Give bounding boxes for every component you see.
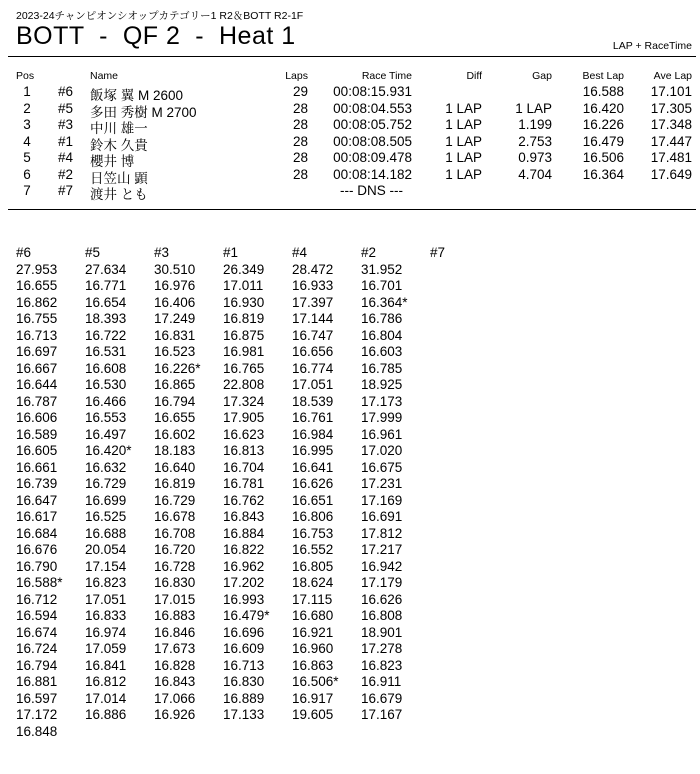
result-gap: 1.199 xyxy=(518,117,552,132)
lap-time: 22.808 xyxy=(223,377,265,392)
result-race-time: --- DNS --- xyxy=(340,183,403,198)
header-best-lap: Best Lap xyxy=(582,70,624,82)
lap-column-car-number: #2 xyxy=(361,245,377,260)
result-best-lap: 16.226 xyxy=(582,117,624,132)
lap-time: 16.729 xyxy=(85,476,127,491)
lap-time: 17.179 xyxy=(361,575,403,590)
lap-time: 26.349 xyxy=(223,261,265,277)
result-ave-lap: 17.305 xyxy=(650,100,692,116)
lap-time: 16.605 xyxy=(16,443,58,458)
lap-time: 16.765 xyxy=(223,360,265,376)
top-divider xyxy=(8,56,696,57)
lap-time: 16.594 xyxy=(16,608,58,623)
header-pos: Pos xyxy=(16,70,35,82)
lap-time: 16.641 xyxy=(292,459,334,475)
result-race-time: 00:08:15.931 xyxy=(333,84,412,99)
lap-time: 16.226* xyxy=(154,360,201,376)
lap-time: 16.684 xyxy=(16,525,58,541)
result-car-number: #7 xyxy=(58,183,74,198)
lap-time: 16.755 xyxy=(16,311,58,326)
lap-time: 16.696 xyxy=(223,624,265,640)
lap-time: 16.728 xyxy=(154,558,196,574)
lap-time: 16.848 xyxy=(16,723,58,739)
lap-time: 17.051 xyxy=(85,591,127,607)
lap-time: 18.925 xyxy=(361,377,403,392)
lap-time: 16.830 xyxy=(223,674,265,689)
lap-time: 16.523 xyxy=(154,344,196,359)
lap-time: 16.753 xyxy=(292,525,334,541)
lap-time: 16.626 xyxy=(292,476,334,491)
lap-time: 16.699 xyxy=(85,492,127,508)
lap-time: 16.626 xyxy=(361,591,403,607)
lap-time: 16.588* xyxy=(16,575,63,590)
result-car-number: #4 xyxy=(58,150,74,165)
result-best-lap: 16.506 xyxy=(582,150,624,165)
lap-time: 16.364* xyxy=(361,294,408,310)
result-row xyxy=(0,150,700,167)
lap-time: 17.066 xyxy=(154,690,196,706)
lap-time: 16.828 xyxy=(154,657,196,673)
result-car-number: #5 xyxy=(58,100,74,116)
result-pos: 2 xyxy=(23,100,31,116)
lap-time: 16.606 xyxy=(16,410,58,425)
lap-time: 16.819 xyxy=(223,311,265,326)
lap-time: 16.589 xyxy=(16,426,58,442)
lap-column xyxy=(292,245,339,724)
results-table xyxy=(0,70,700,200)
lap-time: 17.202 xyxy=(223,575,265,590)
result-row xyxy=(0,167,700,184)
result-diff: 1 LAP xyxy=(445,150,482,165)
lap-time: 16.603 xyxy=(361,344,403,359)
lap-time: 17.324 xyxy=(223,393,265,409)
lap-time: 28.472 xyxy=(292,261,334,277)
lap-time: 16.609 xyxy=(223,641,265,656)
result-best-lap: 16.420 xyxy=(582,100,624,116)
lap-time: 16.497 xyxy=(85,426,127,442)
lap-time: 16.697 xyxy=(16,344,58,359)
lap-time: 16.933 xyxy=(292,278,334,293)
lap-time: 16.831 xyxy=(154,327,196,343)
result-diff: 1 LAP xyxy=(445,166,482,182)
lap-time: 16.506* xyxy=(292,674,339,689)
lap-time: 16.531 xyxy=(85,344,127,359)
result-ave-lap: 17.348 xyxy=(650,117,692,132)
result-car-number: #2 xyxy=(58,166,74,182)
lap-time: 16.674 xyxy=(16,624,58,640)
header-name: Name xyxy=(90,70,119,82)
lap-time: 16.804 xyxy=(361,327,403,343)
lap-time: 16.525 xyxy=(85,509,127,524)
result-driver-name: 櫻井 博 xyxy=(90,154,135,169)
lap-time: 16.785 xyxy=(361,360,403,376)
result-driver-name: 多田 秀樹 M 2700 xyxy=(90,104,197,120)
lap-column xyxy=(430,245,445,262)
result-row xyxy=(0,101,700,118)
lap-time: 17.144 xyxy=(292,311,334,326)
result-race-time: 00:08:05.752 xyxy=(333,117,412,132)
lap-time: 20.054 xyxy=(85,542,127,557)
lap-time: 18.539 xyxy=(292,393,334,409)
result-pos: 4 xyxy=(23,133,31,149)
lap-time: 16.651 xyxy=(292,492,334,508)
lap-time: 16.667 xyxy=(16,360,58,376)
lap-time: 16.632 xyxy=(85,459,127,475)
result-driver-name: 日笠山 顕 xyxy=(90,170,148,186)
lap-time: 16.602 xyxy=(154,426,196,442)
lap-time: 17.020 xyxy=(361,443,403,458)
lap-time: 16.930 xyxy=(223,294,265,310)
result-race-time: 00:08:08.505 xyxy=(333,133,412,149)
lap-column xyxy=(361,245,408,724)
lap-time: 16.863 xyxy=(292,657,334,673)
lap-time: 16.881 xyxy=(16,674,58,689)
lap-time: 16.688 xyxy=(85,525,127,541)
lap-time: 17.278 xyxy=(361,641,403,656)
result-laps: 28 xyxy=(292,100,308,116)
lap-time: 16.553 xyxy=(85,410,127,425)
result-driver-name: 渡井 とも xyxy=(90,187,148,202)
lap-time: 16.597 xyxy=(16,690,58,706)
lap-time: 16.771 xyxy=(85,278,127,293)
lap-time: 16.883 xyxy=(154,608,196,623)
lap-time: 16.679 xyxy=(361,690,403,706)
lap-time: 18.183 xyxy=(154,443,196,458)
lap-time: 16.479* xyxy=(223,608,270,623)
lap-time: 16.713 xyxy=(16,327,58,343)
result-row xyxy=(0,183,700,200)
lap-time: 17.397 xyxy=(292,294,334,310)
header-diff: Diff xyxy=(466,70,482,82)
lap-column-car-number: #4 xyxy=(292,245,308,260)
lap-time: 19.605 xyxy=(292,707,334,722)
lap-time: 17.059 xyxy=(85,641,127,656)
result-car-number: #6 xyxy=(58,84,74,99)
lap-time: 16.761 xyxy=(292,410,334,425)
lap-time: 16.865 xyxy=(154,377,196,392)
lap-time: 16.720 xyxy=(154,542,196,557)
lap-time: 16.530 xyxy=(85,377,127,392)
lap-time: 16.812 xyxy=(85,674,127,689)
result-best-lap: 16.479 xyxy=(582,133,624,149)
lap-time: 16.993 xyxy=(223,591,265,607)
lap-time: 16.680 xyxy=(292,608,334,623)
lap-time: 16.962 xyxy=(223,558,265,574)
result-diff: 1 LAP xyxy=(445,117,482,132)
lap-time: 16.823 xyxy=(361,657,403,673)
lap-column-car-number: #5 xyxy=(85,245,101,260)
result-gap: 4.704 xyxy=(518,166,552,182)
lap-time: 16.654 xyxy=(85,294,127,310)
lap-time: 16.747 xyxy=(292,327,334,343)
lap-time: 16.722 xyxy=(85,327,127,343)
lap-time: 16.656 xyxy=(292,344,334,359)
lap-time: 16.608 xyxy=(85,360,127,376)
lap-time: 17.115 xyxy=(292,591,333,607)
lap-time: 16.884 xyxy=(223,525,265,541)
lap-time: 16.875 xyxy=(223,327,265,343)
result-laps: 28 xyxy=(292,133,308,149)
result-car-number: #3 xyxy=(58,117,74,132)
result-pos: 1 xyxy=(23,84,31,99)
lap-time: 16.675 xyxy=(361,459,403,475)
lap-time: 16.813 xyxy=(223,443,265,458)
lap-time: 17.167 xyxy=(361,707,403,722)
lap-time: 16.406 xyxy=(154,294,196,310)
lap-time: 16.790 xyxy=(16,558,58,574)
result-ave-lap: 17.447 xyxy=(650,133,692,149)
lap-time: 17.217 xyxy=(361,542,403,557)
lap-time: 16.830 xyxy=(154,575,196,590)
result-gap: 1 LAP xyxy=(515,100,552,116)
result-driver-name: 鈴木 久貴 xyxy=(90,137,148,153)
result-laps: 28 xyxy=(292,117,308,132)
result-pos: 7 xyxy=(23,183,31,198)
lap-column xyxy=(85,245,132,724)
result-race-time: 00:08:04.553 xyxy=(333,100,412,116)
lap-time: 16.921 xyxy=(292,624,334,640)
lap-time: 16.786 xyxy=(361,311,403,326)
lap-time: 16.739 xyxy=(16,476,58,491)
lap-time: 16.819 xyxy=(154,476,196,491)
result-pos: 5 xyxy=(23,150,31,165)
result-ave-lap: 17.481 xyxy=(650,150,692,165)
lap-time: 16.981 xyxy=(223,344,265,359)
result-laps: 28 xyxy=(292,150,308,165)
lap-time: 16.774 xyxy=(292,360,334,376)
result-best-lap: 16.364 xyxy=(582,166,624,182)
lap-column-car-number: #1 xyxy=(223,245,239,260)
result-race-time: 00:08:09.478 xyxy=(333,150,412,165)
lap-time: 16.466 xyxy=(85,393,127,409)
lap-time: 16.846 xyxy=(154,624,196,640)
result-gap: 0.973 xyxy=(518,150,552,165)
lap-time: 16.794 xyxy=(16,657,58,673)
lap-time: 16.729 xyxy=(154,492,196,508)
lap-time: 16.762 xyxy=(223,492,265,508)
lap-time: 16.708 xyxy=(154,525,196,541)
lap-time: 16.995 xyxy=(292,443,334,458)
page-title: BOTT - QF 2 - Heat 1 xyxy=(16,22,296,50)
lap-time: 17.014 xyxy=(85,690,127,706)
lap-column-car-number: #7 xyxy=(430,245,446,260)
result-pos: 6 xyxy=(23,166,31,182)
lap-column-car-number: #6 xyxy=(16,245,32,260)
result-car-number: #1 xyxy=(58,133,74,149)
lap-time: 16.712 xyxy=(16,591,58,607)
results-header-row xyxy=(0,70,700,84)
lap-time: 16.926 xyxy=(154,707,196,722)
result-diff: 1 LAP xyxy=(445,133,482,149)
lap-time: 16.794 xyxy=(154,393,196,409)
lap-time: 17.015 xyxy=(154,591,196,607)
lap-time: 16.886 xyxy=(85,707,127,722)
lap-time: 17.905 xyxy=(223,410,265,425)
lap-time: 16.647 xyxy=(16,492,58,508)
lap-time: 17.011 xyxy=(223,278,264,293)
lap-time: 17.169 xyxy=(361,492,403,508)
lap-time: 16.678 xyxy=(154,509,196,524)
lap-time: 16.676 xyxy=(16,542,58,557)
lap-time: 27.953 xyxy=(16,261,58,277)
lap-time: 16.823 xyxy=(85,575,127,590)
result-best-lap: 16.588 xyxy=(582,84,624,99)
lap-time: 16.841 xyxy=(85,657,127,673)
lap-time: 18.901 xyxy=(361,624,403,640)
result-laps: 28 xyxy=(292,166,308,182)
event-subtitle: 2023-24チャンピオンシオップカテゴリー1 R2＆BOTT R2-1F xyxy=(16,10,304,22)
lap-time: 17.812 xyxy=(361,525,403,541)
lap-time: 16.704 xyxy=(223,459,265,475)
bottom-divider xyxy=(8,209,696,210)
result-driver-name: 中川 雄一 xyxy=(90,121,148,136)
lap-time: 16.984 xyxy=(292,426,334,442)
lap-time: 31.952 xyxy=(361,261,403,277)
lap-time: 16.806 xyxy=(292,509,334,524)
lap-time: 16.617 xyxy=(16,509,58,524)
lap-time: 16.655 xyxy=(16,278,58,293)
lap-time: 16.713 xyxy=(223,657,265,673)
lap-time: 16.960 xyxy=(292,641,334,656)
lap-time: 16.917 xyxy=(292,690,334,706)
header-laps: Laps xyxy=(285,70,308,82)
result-diff: 1 LAP xyxy=(445,100,482,116)
lap-time: 16.833 xyxy=(85,608,127,623)
result-gap: 2.753 xyxy=(518,133,552,149)
lap-time: 16.942 xyxy=(361,558,403,574)
lap-column-car-number: #3 xyxy=(154,245,170,260)
lap-time: 16.640 xyxy=(154,459,196,475)
lap-time: 16.805 xyxy=(292,558,334,574)
lap-time: 16.552 xyxy=(292,542,334,557)
header-gap: Gap xyxy=(532,70,552,82)
result-pos: 3 xyxy=(23,117,31,132)
lap-time: 17.154 xyxy=(85,558,127,574)
result-ave-lap: 17.649 xyxy=(650,166,692,182)
lap-column xyxy=(16,245,63,740)
lap-time: 17.999 xyxy=(361,410,403,425)
lap-time: 16.655 xyxy=(154,410,196,425)
result-ave-lap: 17.101 xyxy=(650,84,692,99)
lap-time: 16.623 xyxy=(223,426,265,442)
lap-time: 16.822 xyxy=(223,542,265,557)
result-row xyxy=(0,84,700,101)
lap-time: 16.661 xyxy=(16,459,58,475)
lap-time: 17.133 xyxy=(223,707,265,722)
lap-time: 17.172 xyxy=(16,707,58,722)
lap-time: 16.701 xyxy=(361,278,403,293)
lap-time: 16.843 xyxy=(223,509,265,524)
lap-time: 17.673 xyxy=(154,641,196,656)
lap-time: 27.634 xyxy=(85,261,127,277)
lap-time: 16.889 xyxy=(223,690,265,706)
lap-time: 16.974 xyxy=(85,624,127,640)
lap-time: 16.808 xyxy=(361,608,403,623)
lap-time: 16.724 xyxy=(16,641,58,656)
lap-time: 16.911 xyxy=(361,674,402,689)
result-row xyxy=(0,117,700,134)
result-driver-name: 飯塚 翼 M 2600 xyxy=(90,88,184,103)
header-race-time: Race Time xyxy=(361,70,412,82)
lap-time: 18.624 xyxy=(292,575,334,590)
lap-time: 18.393 xyxy=(85,311,127,326)
result-race-time: 00:08:14.182 xyxy=(333,166,412,182)
lap-time: 17.231 xyxy=(361,476,403,491)
lap-time: 30.510 xyxy=(154,261,196,277)
lap-time: 16.691 xyxy=(361,509,403,524)
lap-time: 16.843 xyxy=(154,674,196,689)
result-row xyxy=(0,134,700,151)
lap-time: 17.051 xyxy=(292,377,334,392)
lap-time: 16.781 xyxy=(223,476,265,491)
lap-column xyxy=(223,245,270,724)
lap-time: 17.249 xyxy=(154,311,196,326)
lap-column xyxy=(154,245,201,724)
lap-time: 16.420* xyxy=(85,443,132,458)
lap-time: 16.976 xyxy=(154,278,196,293)
result-laps: 29 xyxy=(292,84,308,99)
lap-time: 16.787 xyxy=(16,393,58,409)
lap-time: 16.862 xyxy=(16,294,58,310)
lap-time: 17.173 xyxy=(361,393,403,409)
header-ave-lap: Ave Lap xyxy=(653,70,692,82)
lap-time: 16.961 xyxy=(361,426,403,442)
lap-time: 16.644 xyxy=(16,377,58,392)
report-mode-label: LAP + RaceTime xyxy=(612,40,692,52)
